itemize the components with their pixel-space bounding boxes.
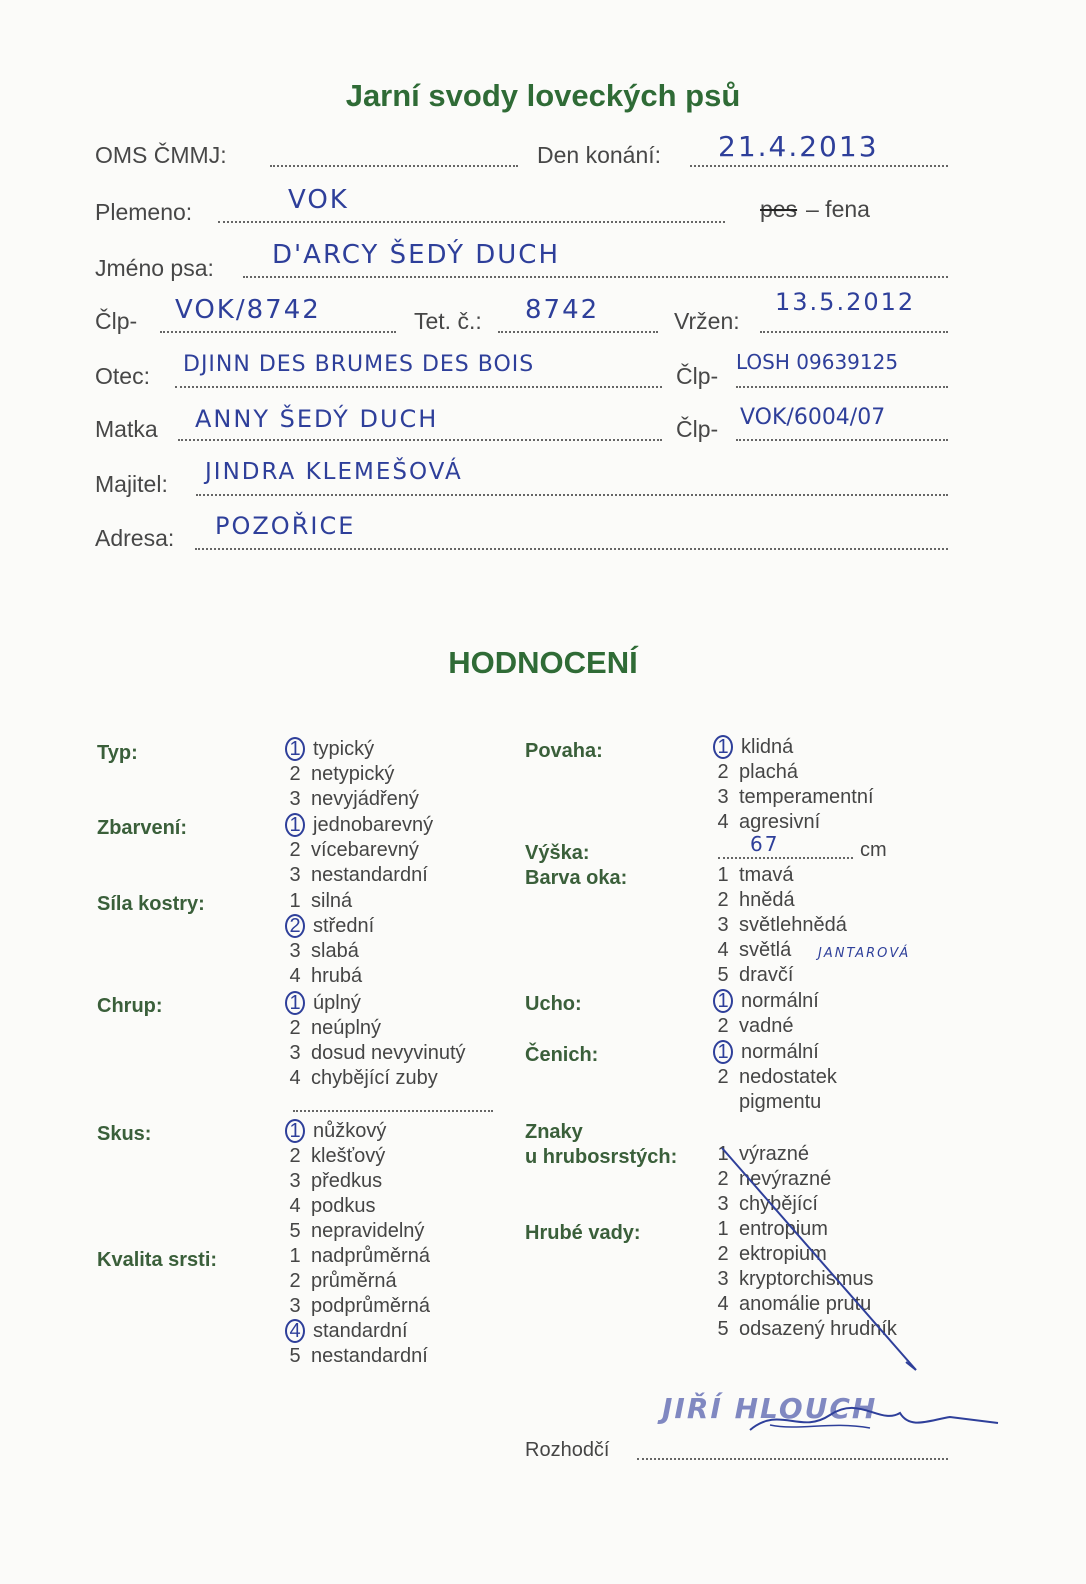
judge-signature: [740, 1395, 1010, 1445]
srst-option: 3 podprůměrná: [289, 1295, 430, 1317]
srst-label: Kvalita srsti:: [97, 1249, 218, 1271]
srst-option: 4 standardní: [285, 1319, 408, 1344]
znaky-option: 1 výrazné: [717, 1143, 810, 1165]
vrzen-label: Vržen:: [674, 308, 740, 334]
povaha-option: 4 agresivní: [717, 811, 821, 833]
ucho-label: Ucho:: [525, 993, 582, 1015]
majitel-value: JINDRA KLEMEŠOVÁ: [205, 459, 463, 485]
chrup-option: 3 dosud nevyvinutý: [289, 1042, 466, 1064]
sila-label: Síla kostry:: [97, 893, 205, 915]
znaky-option: 3 chybějící: [717, 1193, 818, 1215]
chrup-option: 2 neúplný: [289, 1017, 382, 1039]
typ-option: 1 typický: [285, 737, 374, 762]
typ-option: 2 netypický: [289, 763, 395, 785]
zbarveni-option: 3 nestandardní: [289, 864, 428, 886]
section-title: HODNOCENÍ: [448, 645, 638, 680]
cenich-option-cont: pigmentu: [739, 1091, 822, 1113]
srst-option: 5 nestandardní: [289, 1345, 428, 1367]
chrup-option: 4 chybějící zuby: [289, 1067, 438, 1089]
oms-label: OMS ČMMJ:: [95, 142, 227, 168]
sex-pes: pes: [760, 196, 798, 222]
matka-clp-label: Člp-: [676, 416, 719, 442]
chrup-option: 1 úplný: [285, 991, 361, 1016]
oko-option: 5 dravčí: [717, 964, 794, 986]
skus-option: 1 nůžkový: [285, 1119, 386, 1144]
sila-option: 4 hrubá: [289, 965, 363, 987]
vyska-unit: cm: [860, 839, 887, 861]
otec-value: DJINN DES BRUMES DES BOIS: [183, 352, 535, 377]
vyska-value: 67: [750, 832, 780, 856]
vady-label: Hrubé vady:: [525, 1222, 641, 1244]
vrzen-value: 13.5.2012: [775, 288, 916, 316]
cenich-option: 1 normální: [713, 1040, 819, 1065]
typ-label: Typ:: [97, 742, 138, 764]
typ-option: 3 nevyjádřený: [289, 788, 419, 810]
matka-value: ANNY ŠEDÝ DUCH: [195, 405, 439, 433]
vady-option: 2 ektropium: [717, 1243, 827, 1265]
znaky-option: 2 nevýrazné: [717, 1168, 832, 1190]
adresa-label: Adresa:: [95, 525, 175, 551]
matka-label: Matka: [95, 416, 158, 442]
oko-label: Barva oka:: [525, 867, 628, 889]
cenich-option: 2 nedostatek: [717, 1066, 837, 1088]
tet-label: Tet. č.:: [414, 308, 482, 334]
zbarveni-label: Zbarvení:: [97, 817, 188, 839]
oko-note: JANTAROVÁ: [818, 946, 911, 961]
sila-option: 1 silná: [289, 890, 353, 912]
clp-label: Člp-: [95, 308, 138, 334]
sex-fena: – fena: [806, 196, 870, 222]
adresa-value: POZOŘICE: [215, 512, 356, 540]
plemeno-value: VOK: [288, 185, 349, 215]
vady-option: 3 kryptorchismus: [717, 1268, 874, 1290]
skus-option: 5 nepravidelný: [289, 1220, 425, 1242]
skus-option: 3 předkus: [289, 1170, 383, 1192]
ucho-option: 2 vadné: [717, 1015, 794, 1037]
skus-label: Skus:: [97, 1123, 152, 1145]
zbarveni-option: 1 jednobarevný: [285, 813, 433, 838]
tet-value: 8742: [525, 295, 600, 325]
den-value: 21.4.2013: [718, 130, 879, 163]
ucho-option: 1 normální: [713, 989, 819, 1014]
otec-clp-value: LOSH 09639125: [736, 350, 899, 374]
jmeno-value: D'ARCY ŠEDÝ DUCH: [272, 240, 561, 270]
majitel-label: Majitel:: [95, 471, 168, 497]
oko-option: 1 tmavá: [717, 864, 794, 886]
plemeno-label: Plemeno:: [95, 199, 193, 225]
jmeno-label: Jméno psa:: [95, 255, 214, 281]
oko-option: 2 hnědá: [717, 889, 795, 911]
skus-option: 4 podkus: [289, 1195, 376, 1217]
clp-value: VOK/8742: [175, 295, 321, 325]
skus-option: 2 klešťový: [289, 1145, 386, 1167]
povaha-option: 1 klidná: [713, 735, 793, 760]
otec-label: Otec:: [95, 363, 150, 389]
oko-option: 4 světlá: [717, 939, 792, 961]
sila-option: 2 střední: [285, 914, 374, 939]
vady-option: 5 odsazený hrudník: [717, 1318, 897, 1340]
zbarveni-option: 2 vícebarevný: [289, 839, 419, 861]
znaky-label-2: u hrubosrstých:: [525, 1146, 678, 1168]
srst-option: 2 průměrná: [289, 1270, 397, 1292]
znaky-label: Znaky: [525, 1121, 583, 1143]
vady-option: 1 entropium: [717, 1218, 828, 1240]
judge-stamp: JIŘÍ HLOUCH: [662, 1392, 878, 1425]
otec-clp-label: Člp-: [676, 363, 719, 389]
vady-option: 4 anomálie prutu: [717, 1293, 872, 1315]
cenich-label: Čenich:: [525, 1044, 599, 1066]
sila-option: 3 slabá: [289, 940, 359, 962]
den-label: Den konání:: [537, 142, 662, 168]
matka-clp-value: VOK/6004/07: [740, 405, 886, 430]
povaha-option: 2 plachá: [717, 761, 798, 783]
judge-label: Rozhodčí: [525, 1439, 610, 1461]
oko-option: 3 světlehnědá: [717, 914, 847, 936]
form-title: Jarní svody loveckých psů: [345, 78, 741, 113]
chrup-label: Chrup:: [97, 995, 163, 1017]
srst-option: 1 nadprůměrná: [289, 1245, 430, 1267]
vyska-label: Výška:: [525, 842, 590, 864]
povaha-option: 3 temperamentní: [717, 786, 874, 808]
judge-line: [637, 1458, 948, 1460]
povaha-label: Povaha:: [525, 740, 603, 762]
